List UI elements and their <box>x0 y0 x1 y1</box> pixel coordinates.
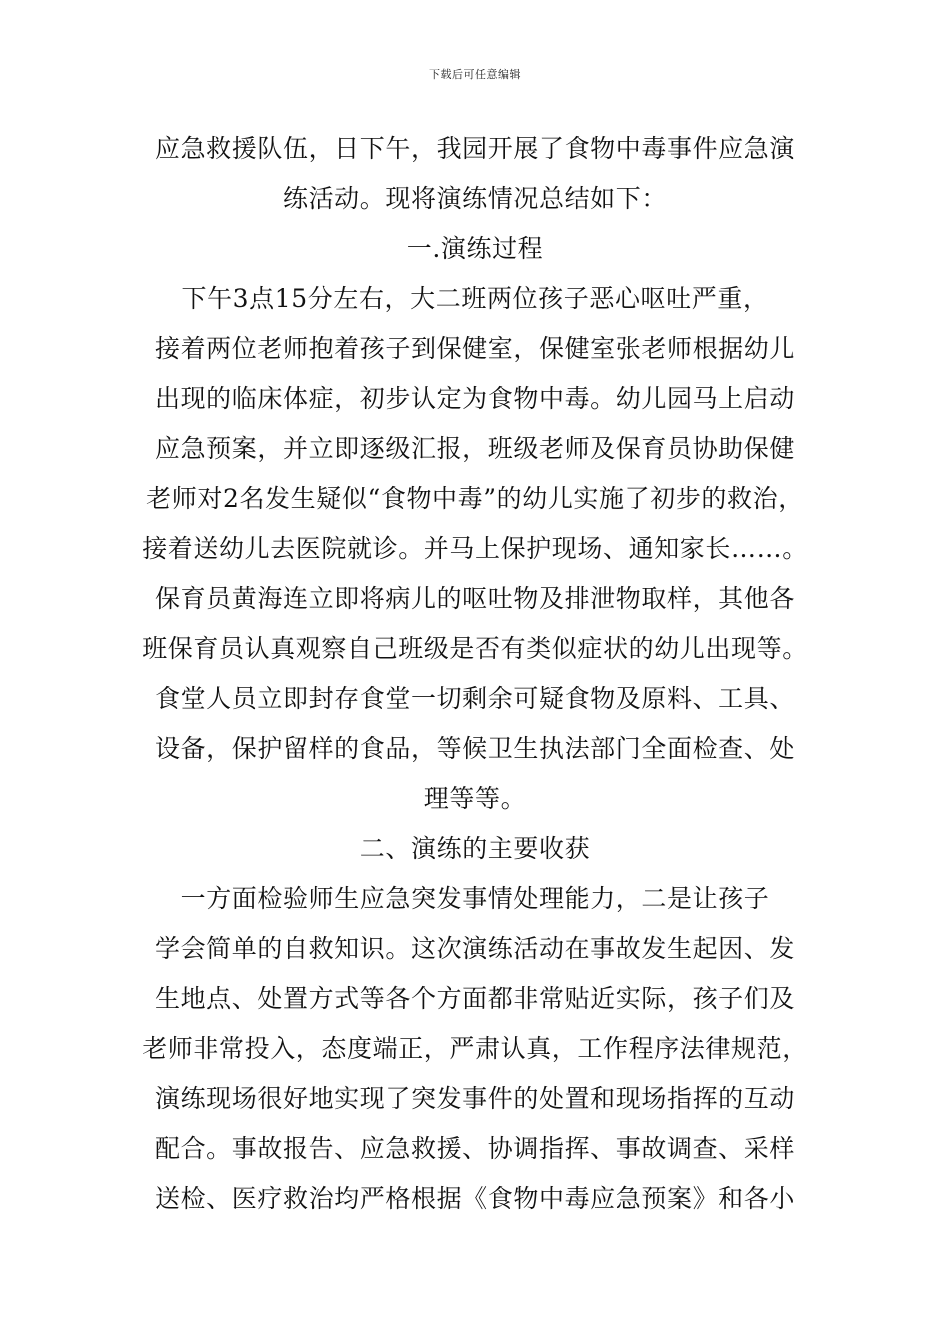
text-line: 老师对2名发生疑似“食物中毒”的幼儿实施了初步的救治， <box>146 484 804 513</box>
text-line: 应急救援队伍，日下午，我园开展了食物中毒事件应急演 <box>154 134 795 163</box>
text-line: 接着两位老师抱着孩子到保健室，保健室张老师根据幼儿 <box>154 334 795 363</box>
text-line: 配合。事故报告、应急救援、协调指挥、事故调查、采样 <box>154 1134 795 1163</box>
text-line: 下午3点15分左右，大二班两位孩子恶心呕吐严重， <box>181 284 769 313</box>
text-line: 接着送幼儿去医院就诊。并马上保护现场、通知家长……。 <box>142 534 808 563</box>
text-line: 演练现场很好地实现了突发事件的处置和现场指挥的互动 <box>154 1084 795 1113</box>
text-line: 一方面检验师生应急突发事情处理能力，二是让孩子 <box>180 884 770 913</box>
text-line: 食堂人员立即封存食堂一切剩余可疑食物及原料、工具、 <box>154 684 795 713</box>
text-line: 应急预案，并立即逐级汇报，班级老师及保育员协助保健 <box>154 434 795 463</box>
text-line: 班保育员认真观察自己班级是否有类似症状的幼儿出现等。 <box>142 634 808 663</box>
text-line: 练活动。现将演练情况总结如下： <box>282 184 667 213</box>
text-line: 送检、医疗救治均严格根据《食物中毒应急预案》和各小 <box>154 1184 795 1213</box>
section-heading: 二、演练的主要收获 <box>359 834 591 863</box>
text-line: 理等等。 <box>423 784 527 813</box>
header-note: 下载后可任意编辑 <box>429 68 521 81</box>
text-line: 设备，保护留样的食品，等候卫生执法部门全面检查、处 <box>154 734 795 763</box>
text-line: 生地点、处置方式等各个方面都非常贴近实际，孩子们及 <box>154 984 795 1013</box>
text-line: 出现的临床体症，初步认定为食物中毒。幼儿园马上启动 <box>154 384 795 413</box>
text-line: 学会简单的自救知识。这次演练活动在事故发生起因、发 <box>154 934 795 963</box>
text-line: 保育员黄海连立即将病儿的呕吐物及排泄物取样，其他各 <box>154 584 795 613</box>
text-line: 老师非常投入，态度端正，严肃认真，工作程序法律规范， <box>142 1034 808 1063</box>
section-heading: 一.演练过程 <box>406 234 544 263</box>
